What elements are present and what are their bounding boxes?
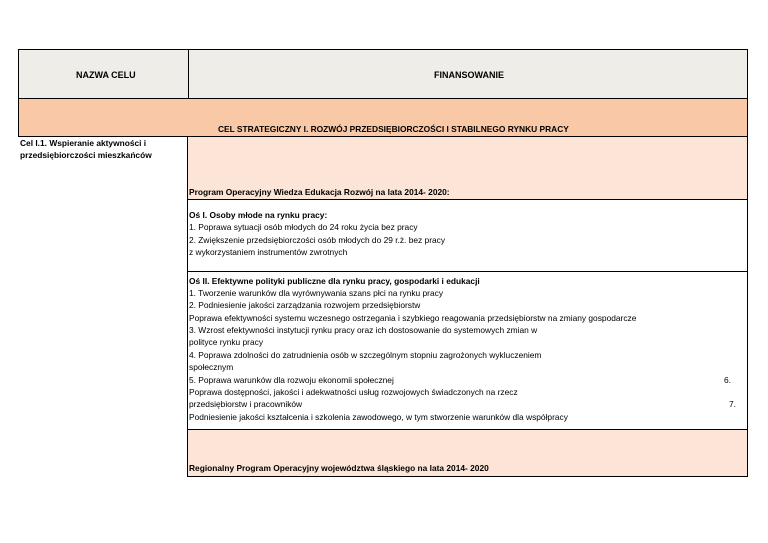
strategic-goal-title: CEL STRATEGICZNY I. ROZWÓJ PRZEDSIĘBIORCZOŚCI I STABILNEGO RYNKU PRACY xyxy=(218,124,569,134)
row-divider-3 xyxy=(187,429,748,430)
program-1-title: Program Operacyjny Wiedza Edukacja Rozwój na lata 2014- 2020: xyxy=(189,187,450,197)
axis-2-marker-6: 6. xyxy=(724,375,731,385)
header-col2-label: FINANSOWANIE xyxy=(434,70,505,80)
goal-label-line1: Cel I.1. Wspieranie aktywności i xyxy=(20,138,147,148)
axis-1-line: 2. Zwiększenie przedsiębiorczości osób młodych do 29 r.ż. bez pracy xyxy=(189,235,446,245)
axis-2-line: przedsiębiorstw i pracowników xyxy=(189,399,303,409)
program-2-title: Regionalny Program Operacyjny województwa śląskiego na lata 2014- 2020 xyxy=(189,463,489,473)
axis-2-marker-7: 7. xyxy=(729,399,736,409)
row-divider-4 xyxy=(187,476,748,477)
axis-2-line: 5. Poprawa warunków dla rozwoju ekonomii społecznej xyxy=(189,375,394,385)
axis-2-line: polityce rynku pracy xyxy=(189,337,264,347)
axis-2-line: społecznym xyxy=(189,362,234,372)
axis-2-line: 3. Wzrost efektywności instytucji rynku pracy oraz ich dostosowanie do systemowych zmian w xyxy=(189,325,538,335)
axis-1-line: z wykorzystaniem instrumentów zwrotnych xyxy=(189,247,348,257)
axis-2-line: Poprawa efektywności systemu wczesnego ostrzegania i szybkiego reagowania przedsiębiorstw na zmiany gospodarcze xyxy=(189,313,637,323)
col-divider-right xyxy=(747,137,748,477)
axis-2-title: Oś II. Efektywne polityki publiczne dla rynku pracy, gospodarki i edukacji xyxy=(189,276,480,286)
axis-2-line: Poprawa dostępności, jakości i adekwatności usług rozwojowych świadczonych na rzecz xyxy=(189,387,518,397)
goal-label-line2: przedsiębiorczości mieszkańców xyxy=(20,150,152,160)
axis-2-line: Podniesienie jakości kształcenia i szkolenia zawodowego, w tym stworzenie warunków dla współpracy xyxy=(189,412,568,422)
axis-2-line: 1. Tworzenie warunków dla wyrównywania szans płci na rynku pracy xyxy=(189,288,444,298)
axis-1-title: Oś I. Osoby młode na rynku pracy: xyxy=(189,210,328,220)
axis-2-line: 2. Podniesienie jakości zarządzania rozwojem przedsiębiorstw xyxy=(189,300,421,310)
axis-2-line: 4. Poprawa zdolności do zatrudnienia osób w szczególnym stopniu zagrożonych wykluczeniem xyxy=(189,350,542,360)
header-col1-label: NAZWA CELU xyxy=(76,70,136,80)
axis-1-line: 1. Poprawa sytuacji osób młodych do 24 roku życia bez pracy xyxy=(189,222,418,232)
